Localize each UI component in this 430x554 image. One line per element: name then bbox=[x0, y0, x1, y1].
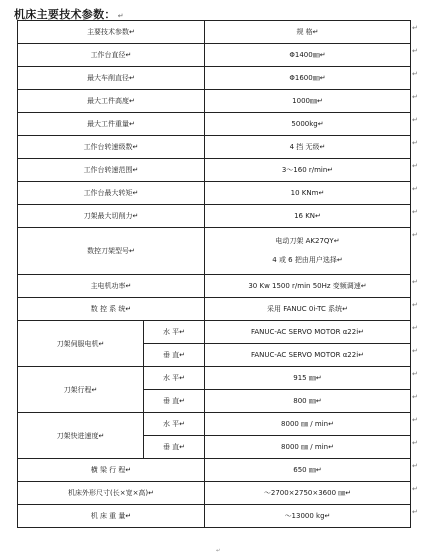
spec-table bbox=[17, 20, 411, 528]
group-label: 刀架伺服电机↵ bbox=[18, 321, 144, 367]
group-label: 刀架行程↵ bbox=[18, 367, 144, 413]
row-end-mark: ↵ bbox=[412, 23, 418, 32]
group-label: 刀架快进速度↵ bbox=[18, 413, 144, 459]
row-end-mark: ↵ bbox=[412, 207, 418, 216]
table-row bbox=[18, 505, 411, 528]
row-end-mark: ↵ bbox=[412, 392, 418, 401]
row-end-mark: ↵ bbox=[412, 92, 418, 101]
table-row bbox=[18, 275, 411, 298]
table-row bbox=[18, 367, 411, 390]
row-end-mark: ↵ bbox=[412, 46, 418, 55]
row-value: 650 ㎜↵ bbox=[205, 459, 411, 482]
axis-label: 垂 直↵ bbox=[144, 344, 205, 367]
row-value bbox=[205, 228, 411, 275]
paragraph-mark: ↵ bbox=[117, 12, 124, 20]
row-label: 横 梁 行 程↵ bbox=[18, 459, 205, 482]
axis-label: 垂 直↵ bbox=[144, 390, 205, 413]
row-value: 8000 ㎜ / min↵ bbox=[205, 436, 411, 459]
table-header-row bbox=[18, 21, 411, 44]
row-end-mark: ↵ bbox=[412, 323, 418, 332]
row-value: ～2700×2750×3600 ㎜↵ bbox=[205, 482, 411, 505]
row-end-mark: ↵ bbox=[412, 369, 418, 378]
table-row bbox=[18, 228, 411, 275]
row-label: 最大车削直径↵ bbox=[18, 67, 205, 90]
row-value: 采用 FANUC 0i-TC 系统↵ bbox=[205, 298, 411, 321]
axis-label: 水 平↵ bbox=[144, 367, 205, 390]
row-value: 8000 ㎜ / min↵ bbox=[205, 413, 411, 436]
row-label: 工作台最大转矩↵ bbox=[18, 182, 205, 205]
axis-label: 水 平↵ bbox=[144, 413, 205, 436]
table-row bbox=[18, 459, 411, 482]
row-value: FANUC-AC SERVO MOTOR α22i↵ bbox=[205, 321, 411, 344]
row-label: 机床外形尺寸(长×宽×高)↵ bbox=[18, 482, 205, 505]
row-end-mark: ↵ bbox=[412, 184, 418, 193]
row-end-mark: ↵ bbox=[412, 346, 418, 355]
table-row bbox=[18, 67, 411, 90]
row-end-mark: ↵ bbox=[412, 161, 418, 170]
row-end-mark: ↵ bbox=[412, 438, 418, 447]
row-label: 工作台转速级数↵ bbox=[18, 136, 205, 159]
table-row bbox=[18, 413, 411, 436]
table-row bbox=[18, 113, 411, 136]
table-row bbox=[18, 298, 411, 321]
row-value: 800 ㎜↵ bbox=[205, 390, 411, 413]
table-row bbox=[18, 321, 411, 344]
row-end-mark: ↵ bbox=[412, 138, 418, 147]
row-value: 4 挡 无级↵ bbox=[205, 136, 411, 159]
row-label: 机 床 重 量↵ bbox=[18, 505, 205, 528]
row-value: Φ1400㎜↵ bbox=[205, 44, 411, 67]
row-end-mark: ↵ bbox=[412, 115, 418, 124]
table-row bbox=[18, 159, 411, 182]
row-value: 5000kg↵ bbox=[205, 113, 411, 136]
row-value: 3～160 r/min↵ bbox=[205, 159, 411, 182]
row-value: 10 KNm↵ bbox=[205, 182, 411, 205]
paragraph-mark: ↵ bbox=[216, 548, 221, 554]
row-end-mark: ↵ bbox=[412, 230, 418, 239]
row-label: 数控刀架型号↵ bbox=[18, 228, 205, 275]
row-value: 915 ㎜↵ bbox=[205, 367, 411, 390]
row-label: 工作台转速范围↵ bbox=[18, 159, 205, 182]
row-value: Φ1600㎜↵ bbox=[205, 67, 411, 90]
table-row bbox=[18, 136, 411, 159]
row-end-mark: ↵ bbox=[412, 507, 418, 516]
header-param: 主要技术参数↵ bbox=[18, 21, 205, 44]
row-end-mark: ↵ bbox=[412, 461, 418, 470]
row-value: 1000㎜↵ bbox=[205, 90, 411, 113]
row-label: 最大工件高度↵ bbox=[18, 90, 205, 113]
row-end-mark: ↵ bbox=[412, 277, 418, 286]
row-end-mark: ↵ bbox=[412, 69, 418, 78]
title-text: 机床主要技术参数： bbox=[14, 8, 116, 21]
row-label: 主电机功率↵ bbox=[18, 275, 205, 298]
table-row bbox=[18, 482, 411, 505]
table-row bbox=[18, 90, 411, 113]
row-label: 刀架最大切削力↵ bbox=[18, 205, 205, 228]
table-row bbox=[18, 205, 411, 228]
row-value: 30 Kw 1500 r/min 50Hz 变频调速↵ bbox=[205, 275, 411, 298]
table-row bbox=[18, 182, 411, 205]
row-value: FANUC-AC SERVO MOTOR α22i↵ bbox=[205, 344, 411, 367]
tool-post-option: 4 或 6 把由用户选择↵ bbox=[272, 256, 343, 264]
row-end-mark: ↵ bbox=[412, 300, 418, 309]
row-value: ～13000 kg↵ bbox=[205, 505, 411, 528]
header-spec: 规 格↵ bbox=[205, 21, 411, 44]
axis-label: 水 平↵ bbox=[144, 321, 205, 344]
row-end-mark: ↵ bbox=[412, 484, 418, 493]
row-label: 数 控 系 统↵ bbox=[18, 298, 205, 321]
row-label: 工作台直径↵ bbox=[18, 44, 205, 67]
table-row bbox=[18, 44, 411, 67]
row-label: 最大工件重量↵ bbox=[18, 113, 205, 136]
row-end-mark: ↵ bbox=[412, 415, 418, 424]
tool-post-model: 电动刀架 AK27QY↵ bbox=[275, 237, 340, 245]
axis-label: 垂 直↵ bbox=[144, 436, 205, 459]
row-value: 16 KN↵ bbox=[205, 205, 411, 228]
